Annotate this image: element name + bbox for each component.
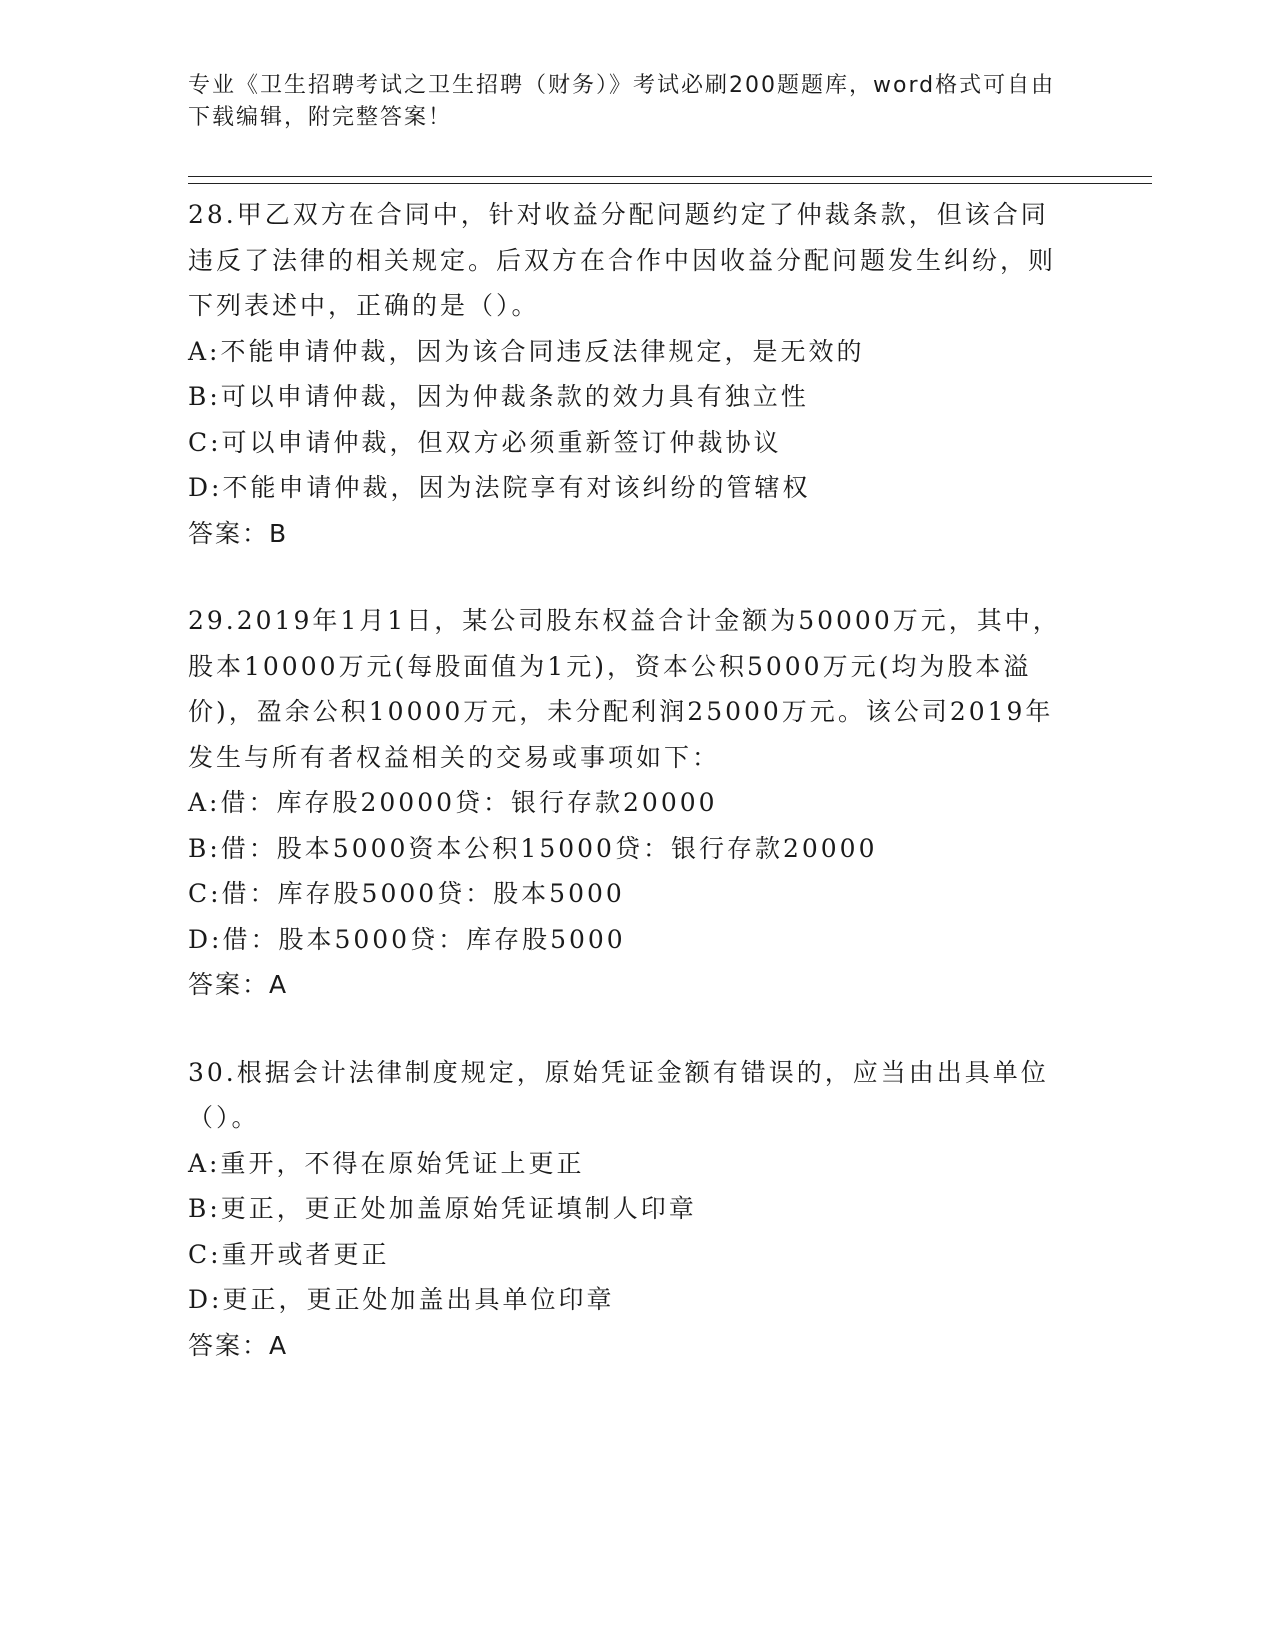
option-c: C:重开或者更正 (188, 1239, 390, 1269)
answer-label: 答案：A (188, 1330, 289, 1360)
header-divider-bottom (188, 183, 1152, 184)
option-a: A:重开，不得在原始凭证上更正 (188, 1148, 585, 1178)
answer-label: 答案：B (188, 518, 289, 548)
option-d: D:不能申请仲裁，因为法院享有对该纠纷的管辖权 (188, 473, 811, 502)
question-28 (188, 192, 1088, 556)
option-d: D:借：股本5000贷：库存股5000 (188, 924, 626, 954)
header-divider-top (188, 176, 1152, 177)
option-b: B:借：股本5000资本公积15000贷：银行存款20000 (188, 833, 878, 863)
question-29 (188, 598, 1088, 1008)
option-b: B:可以申请仲裁，因为仲裁条款的效力具有独立性 (188, 382, 809, 411)
option-a: A:不能申请仲裁，因为该合同违反法律规定，是无效的 (188, 336, 865, 366)
question-stem: 28.甲乙双方在合同中，针对收益分配问题约定了仲裁条款，但该合同违反了法律的相关规定。后双方在合作中因收益分配问题发生纠纷，则下列表述中，正确的是（）。 (188, 200, 1057, 320)
question-stem: 30.根据会计法律制度规定，原始凭证金额有错误的，应当由出具单位（）。 (188, 1057, 1049, 1132)
question-stem: 29.2019年1月1日，某公司股东权益合计金额为50000万元，其中，股本10000万元(每股面值为1元)，资本公积5000万元(均为股本溢价)，盈余公积10000万元，未分配利润25000万元。该公司2019年发生与所有者权益相关的交易或事项如下： (188, 606, 1061, 772)
question-list (188, 192, 1088, 1410)
option-c: C:借：库存股5000贷：股本5000 (188, 879, 625, 908)
option-a: A:借：库存股20000贷：银行存款20000 (188, 788, 718, 817)
option-b: B:更正，更正处加盖原始凭证填制人印章 (188, 1194, 697, 1223)
document-header: 专业《卫生招聘考试之卫生招聘（财务）》考试必刷200题题库，word格式可自由下载编辑，附完整答案！ (188, 73, 1056, 130)
answer-label: 答案：A (188, 970, 289, 999)
option-d: D:更正，更正处加盖出具单位印章 (188, 1285, 615, 1314)
option-c: C:可以申请仲裁，但双方必须重新签订仲裁协议 (188, 427, 782, 457)
question-30 (188, 1050, 1088, 1369)
document-page (188, 70, 1148, 134)
